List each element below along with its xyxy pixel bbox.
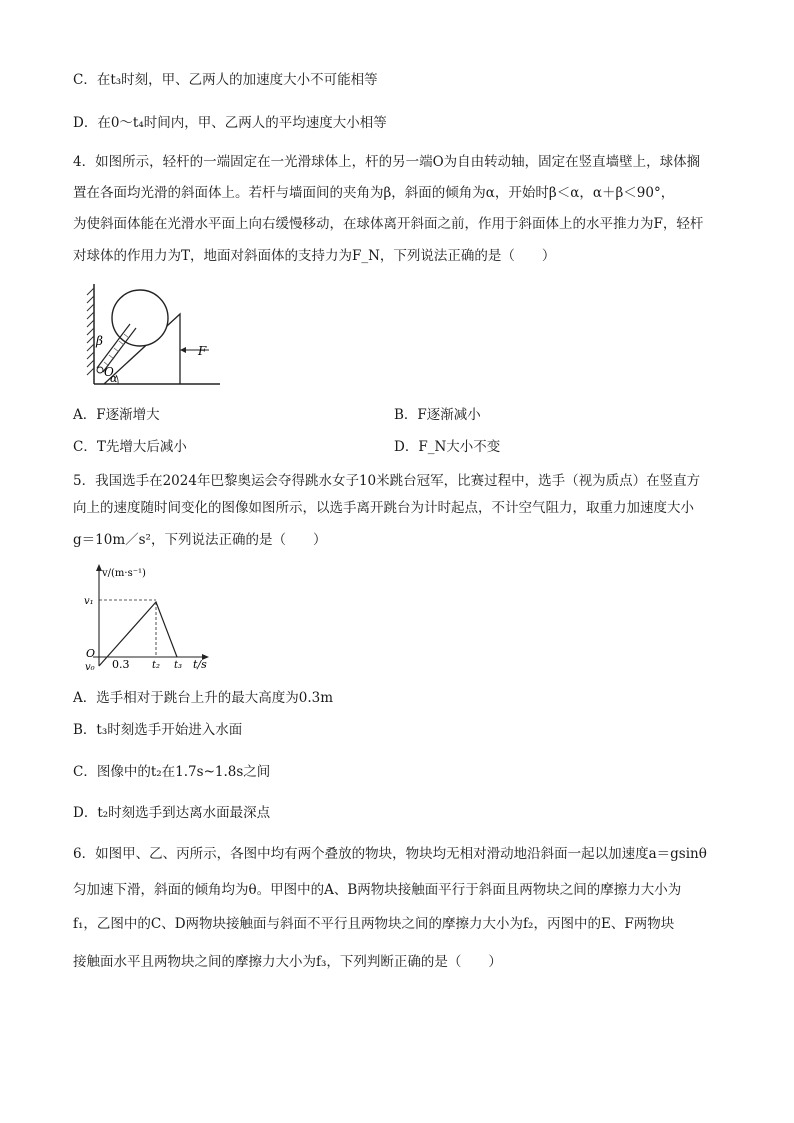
q5-vt-graph — [82, 562, 217, 674]
q3-option-c: C．在t₃时刻，甲、乙两人的加速度大小不可能相等 — [73, 72, 378, 88]
q5-v1-label: v₁ — [84, 596, 94, 607]
q5-origin-label: O — [86, 647, 96, 660]
q4-stem-line-3: 为使斜面体能在光滑水平面上向右缓慢移动，在球体离开斜面之前，作用于斜面体上的水平推力为F，轻杆 — [73, 216, 704, 232]
q4-label-F: F — [198, 344, 207, 358]
q5-option-a: A．选手相对于跳台上升的最大高度为0.3m — [73, 690, 334, 706]
q4-option-b: B．F逐渐减小 — [394, 407, 481, 423]
q5-tick-t3: t₃ — [174, 660, 183, 671]
q5-tick-0.3: 0.3 — [112, 658, 130, 671]
q4-option-d: D．F_N大小不变 — [394, 439, 501, 455]
q5-stem-line-2: 向上的速度随时间变化的图像如图所示，以选手离开跳台为计时起点，不计空气阻力，取重力加速度大小 — [73, 500, 694, 516]
q4-option-a: A．F逐渐增大 — [73, 407, 160, 423]
q4-stem-line-1: 4．如图所示，轻杆的一端固定在一光滑球体上，杆的另一端O为自由转动轴，固定在竖直墙壁上，球体搁 — [73, 154, 701, 170]
q5-option-c: C．图像中的t₂在1.7s~1.8s之间 — [73, 764, 271, 780]
q3-option-d: D．在0～t₄时间内，甲、乙两人的平均速度大小相等 — [73, 115, 387, 131]
q6-stem-line-2: 匀加速下滑，斜面的倾角均为θ。甲图中的A、B两物块接触面平行于斜面且两物块之间的摩擦力大小为 — [73, 882, 682, 898]
q6-stem-line-3: f₁，乙图中的C、D两物块接触面与斜面不平行且两物块之间的摩擦力大小为f₂，丙图中的E、F两物块 — [73, 916, 675, 932]
q5-v0-label: v₀ — [85, 662, 95, 673]
q5-y-axis-label: v/(m·s⁻¹) — [102, 568, 146, 579]
q5-x-axis-label: t/s — [193, 658, 207, 671]
q4-label-O: O — [104, 365, 114, 379]
q4-label-alpha: α — [110, 372, 118, 385]
q5-tick-t2: t₂ — [152, 660, 161, 671]
q6-stem-line-4: 接触面水平且两物块之间的摩擦力大小为f₃，下列判断正确的是（ ） — [73, 954, 502, 970]
q4-stem-line-4: 对球体的作用力为T，地面对斜面体的支持力为F_N，下列说法正确的是（ ） — [73, 248, 556, 264]
q5-stem-line-3: g＝10m／s²，下列说法正确的是（ ） — [73, 532, 327, 548]
q5-option-b: B．t₃时刻选手开始进入水面 — [73, 722, 243, 738]
q4-option-c: C．T先增大后减小 — [73, 439, 187, 455]
q6-stem-line-1: 6．如图甲、乙、丙所示，各图中均有两个叠放的物块，物块均无相对滑动地沿斜面一起以加速度a＝gsinθ — [73, 846, 707, 862]
q4-figure — [82, 284, 222, 392]
q5-option-d: D．t₂时刻选手到达离水面最深点 — [73, 805, 271, 821]
q4-stem-line-2: 置在各面均光滑的斜面体上。若杆与墙面间的夹角为β，斜面的倾角为α，开始时β＜α，α＋β＜90°， — [73, 185, 675, 201]
q5-stem-line-1: 5．我国选手在2024年巴黎奥运会夺得跳水女子10米跳台冠军，比赛过程中，选手（视为质点）在竖直方 — [73, 473, 701, 489]
q4-label-beta: β — [96, 334, 103, 348]
